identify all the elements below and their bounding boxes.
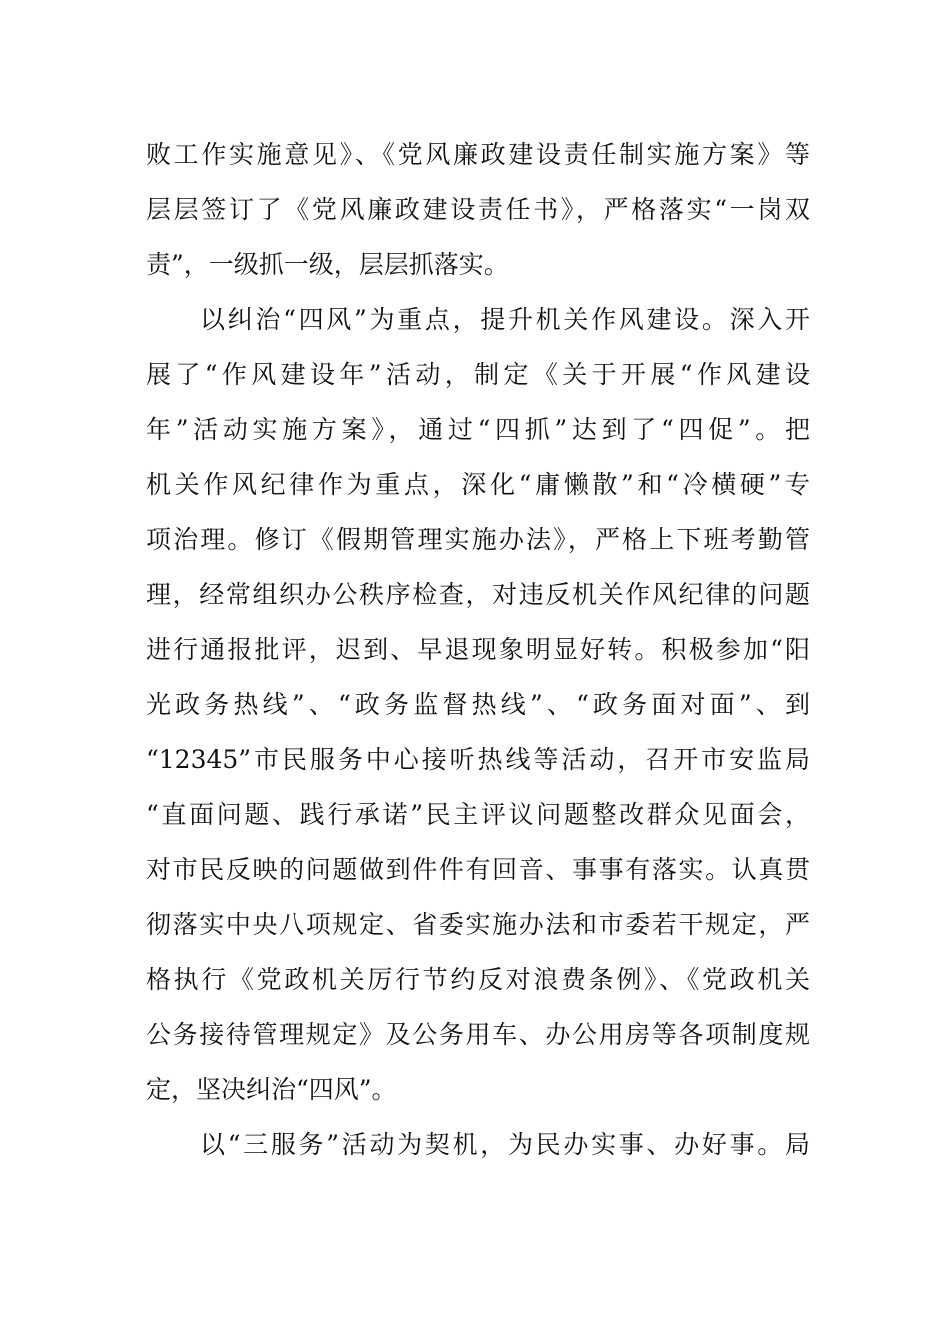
text-line: 彻落实中央八项规定、省委实施办法和市委若干规定，严 (146, 910, 810, 939)
text-line: 层层签订了《党风廉政建设责任书》，严格落实“一岗双 (146, 195, 810, 224)
text-line: “12345”市民服务中心接听热线等活动，召开市安监局 (146, 745, 810, 774)
text-line: 理，经常组织办公秩序检查，对违反机关作风纪律的问题 (146, 580, 810, 609)
text-line: 公务接待管理规定》及公务用车、办公用房等各项制度规 (146, 1020, 810, 1049)
paragraph-start-line: 以纠治“四风”为重点，提升机关作风建设。深入开 (200, 305, 810, 334)
text-line: 对市民反映的问题做到件件有回音、事事有落实。认真贯 (146, 855, 810, 884)
text-line: 项治理。修订《假期管理实施办法》，严格上下班考勤管 (146, 525, 810, 554)
document-body (146, 127, 810, 1172)
text-line: “直面问题、践行承诺”民主评议问题整改群众见面会， (146, 800, 810, 829)
text-line: 责”，一级抓一级，层层抓落实。 (146, 250, 509, 279)
text-line: 机关作风纪律作为重点，深化“庸懒散”和“冷横硬”专 (146, 470, 811, 499)
text-line: 败工作实施意见》、《党风廉政建设责任制实施方案》等 (146, 140, 810, 169)
text-line: 年”活动实施方案》，通过“四抓”达到了“四促”。把 (146, 415, 810, 444)
text-line: 定，坚决纠治“四风”。 (146, 1075, 397, 1104)
text-line: 进行通报批评，迟到、早退现象明显好转。积极参加“阳 (146, 635, 810, 664)
paragraph-start-line: 以“三服务”活动为契机，为民办实事、办好事。局 (200, 1130, 810, 1159)
text-line: 光政务热线”、“政务监督热线”、“政务面对面”、到 (146, 690, 810, 719)
text-line: 展了“作风建设年”活动，制定《关于开展“作风建设 (146, 360, 810, 389)
text-line: 格执行《党政机关厉行节约反对浪费条例》、《党政机关 (146, 965, 810, 994)
